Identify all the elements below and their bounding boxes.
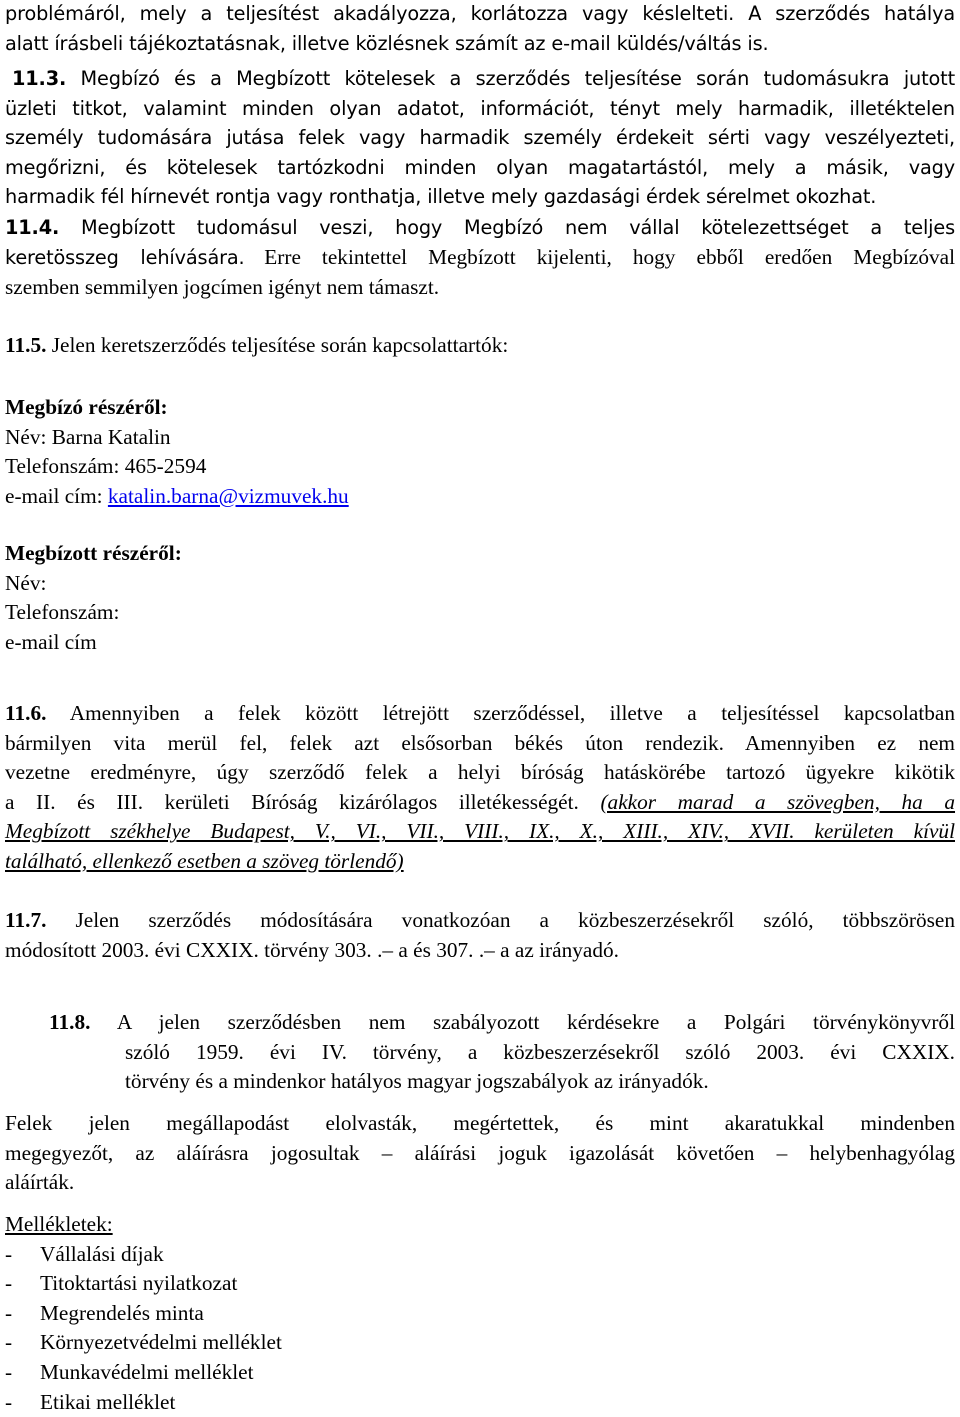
text-line: [5, 243, 955, 273]
text-line: szóló 1959. évi IV. törvény, a közbeszerzésekről szóló 2003. évi CXXIX.: [125, 1039, 955, 1064]
list-item: [5, 1240, 955, 1270]
list-item: [5, 1269, 955, 1299]
text-line: [5, 64, 955, 94]
list-item-text: Vállalási díjak: [40, 1241, 164, 1266]
email-link[interactable]: katalin.barna@vizmuvek.hu: [107, 483, 349, 508]
text-line: Felek jelen megállapodást elolvasták, megértettek, és mint akaratukkal mindenben: [5, 1111, 955, 1135]
clause-note: (akkor marad a szövegben, ha a: [600, 789, 956, 814]
list-item-text: Titoktartási nyilatkozat: [40, 1271, 238, 1296]
clause-text: Megbízó és a Megbízott kötelesek a szerződés teljesítése során tudomásukra jutott: [80, 67, 955, 90]
contact-block-contractor: [5, 539, 955, 657]
contact-block-client: [5, 393, 955, 511]
list-dash: -: [5, 1241, 13, 1266]
list-item-text: Környezetvédelmi melléklet: [40, 1330, 282, 1355]
clause-text: a II. és III. kerületi Bíróság kizárólagos illetékességét.: [5, 789, 579, 814]
clause-11-8: [49, 1008, 955, 1097]
text-line: [5, 906, 955, 936]
list-dash: -: [5, 1330, 13, 1355]
text-line: vezetne eredményre, úgy szerződő felek a helyi bíróság hatáskörébe tartozó ügyekre kikötik: [5, 760, 955, 785]
list-item: [5, 1328, 955, 1358]
text-line: szemben semmilyen jogcímen igényt nem támaszt.: [5, 274, 440, 299]
clause-text: Jelen keretszerződés teljesítése során kapcsolattartók:: [51, 333, 509, 357]
clause-11-5: [5, 331, 955, 361]
clause-11-6: [5, 699, 955, 877]
clause-number: 11.4.: [5, 216, 60, 239]
clause-text: Erre tekintettel Megbízott kijelenti, hogy ebből eredően Megbízóval: [264, 245, 956, 269]
text-line: személy tudomására jutása felek vagy harmadik személy érdekeit sérti vagy veszélyezteti,: [5, 126, 955, 150]
contact-phone: Telefonszám:: [5, 600, 120, 625]
clause-text: Megbízott tudomásul veszi, hogy Megbízó nem vállal kötelezettséget a teljes: [80, 216, 955, 239]
text-line: megőrizni, és kötelesek tartózkodni minden olyan magatartástól, mely a másik, vagy: [5, 155, 955, 179]
list-item: [5, 1388, 955, 1417]
text-line: [5, 788, 955, 818]
email-label: e-mail cím:: [5, 483, 108, 508]
annex-heading: Mellékletek:: [5, 1212, 113, 1236]
clause-11-4-cont: [5, 243, 955, 302]
text-line: [5, 699, 955, 729]
annex-list: [5, 1210, 955, 1417]
text-line: található, ellenkező esetben a szöveg törlendő): [5, 848, 404, 873]
clause-number: 11.8.: [49, 1010, 91, 1034]
text-line: [5, 213, 955, 243]
clause-text: A jelen szerződésben nem szabályozott kérdésekre a Polgári törvénykönyvről: [116, 1010, 955, 1034]
list-dash: -: [5, 1271, 13, 1296]
text-line: [5, 331, 955, 361]
text-line: megegyezőt, az aláírásra jogosultak – aláírási joguk igazolását követően – helybenhagyólag: [5, 1140, 955, 1165]
clause-number: 11.6.: [5, 701, 47, 725]
clause-number: 11.3.: [12, 67, 67, 90]
list-dash: -: [5, 1300, 13, 1325]
clause-number: 11.5.: [5, 333, 47, 357]
clause-11-4: [5, 213, 955, 243]
clause-number: 11.7.: [5, 908, 47, 932]
contact-heading: Megbízott részéről:: [5, 541, 182, 565]
list-item: [5, 1358, 955, 1388]
text-line: módosított 2003. évi CXXIX. törvény 303. .– a és 307. .– a az irányadó.: [5, 937, 619, 962]
list-item-text: Etikai melléklet: [40, 1389, 176, 1414]
closing-paragraph: [5, 1109, 955, 1198]
text-line: törvény és a mindenkor hatályos magyar jogszabályok az irányadók.: [125, 1069, 709, 1094]
text-line: üzleti titkot, valamint minden olyan adatot, információt, tényt mely harmadik, illetéktelen: [5, 96, 955, 120]
list-item: [5, 1299, 955, 1329]
text-line: alatt írásbeli tájékoztatásnak, illetve közlésnek számít az e-mail küldés/váltás is.: [5, 31, 769, 55]
list-dash: -: [5, 1389, 13, 1414]
text-line: Megbízott székhelye Budapest, V., VI., VII., VIII., IX., X., XIII., XIV., XVII. kerületen kívül: [5, 819, 955, 844]
contact-name: Név:: [5, 570, 47, 595]
clause-11-3: [5, 64, 955, 212]
contact-heading: Megbízó részéről:: [5, 395, 168, 419]
text-line: harmadik fél hírnevét rontja vagy ronthatja, illetve mely gazdasági érdek sérelmet okozhat.: [5, 185, 877, 209]
text-line: aláírták.: [5, 1170, 75, 1195]
clause-text: Amennyiben a felek között létrejött szerződéssel, illetve a teljesítéssel kapcsolatban: [69, 701, 955, 725]
list-dash: -: [5, 1359, 13, 1384]
contact-email-line: e-mail cím: [5, 629, 97, 654]
paragraph-continuation: [5, 0, 955, 58]
text-line: bármilyen vita merül fel, felek azt elsősorban békés úton rendezik. Amennyiben ez nem: [5, 730, 955, 755]
contact-email-line: [5, 482, 955, 512]
list-item-text: Munkavédelmi melléklet: [40, 1359, 254, 1384]
clause-11-7: [5, 906, 955, 965]
clause-text: Jelen szerződés módosítására vonatkozóan a közbeszerzésekről szóló, többszörösen: [75, 908, 956, 932]
list-item-text: Megrendelés minta: [40, 1300, 204, 1325]
text-line: problémáról, mely a teljesítést akadályozza, korlátozza vagy késlelteti. A szerződés hatálya: [5, 2, 955, 25]
text-line: [49, 1008, 955, 1038]
clause-text: keretösszeg lehívására.: [5, 246, 245, 269]
contact-phone: Telefonszám: 465-2594: [5, 454, 207, 479]
contact-name: Név: Barna Katalin: [5, 424, 171, 449]
